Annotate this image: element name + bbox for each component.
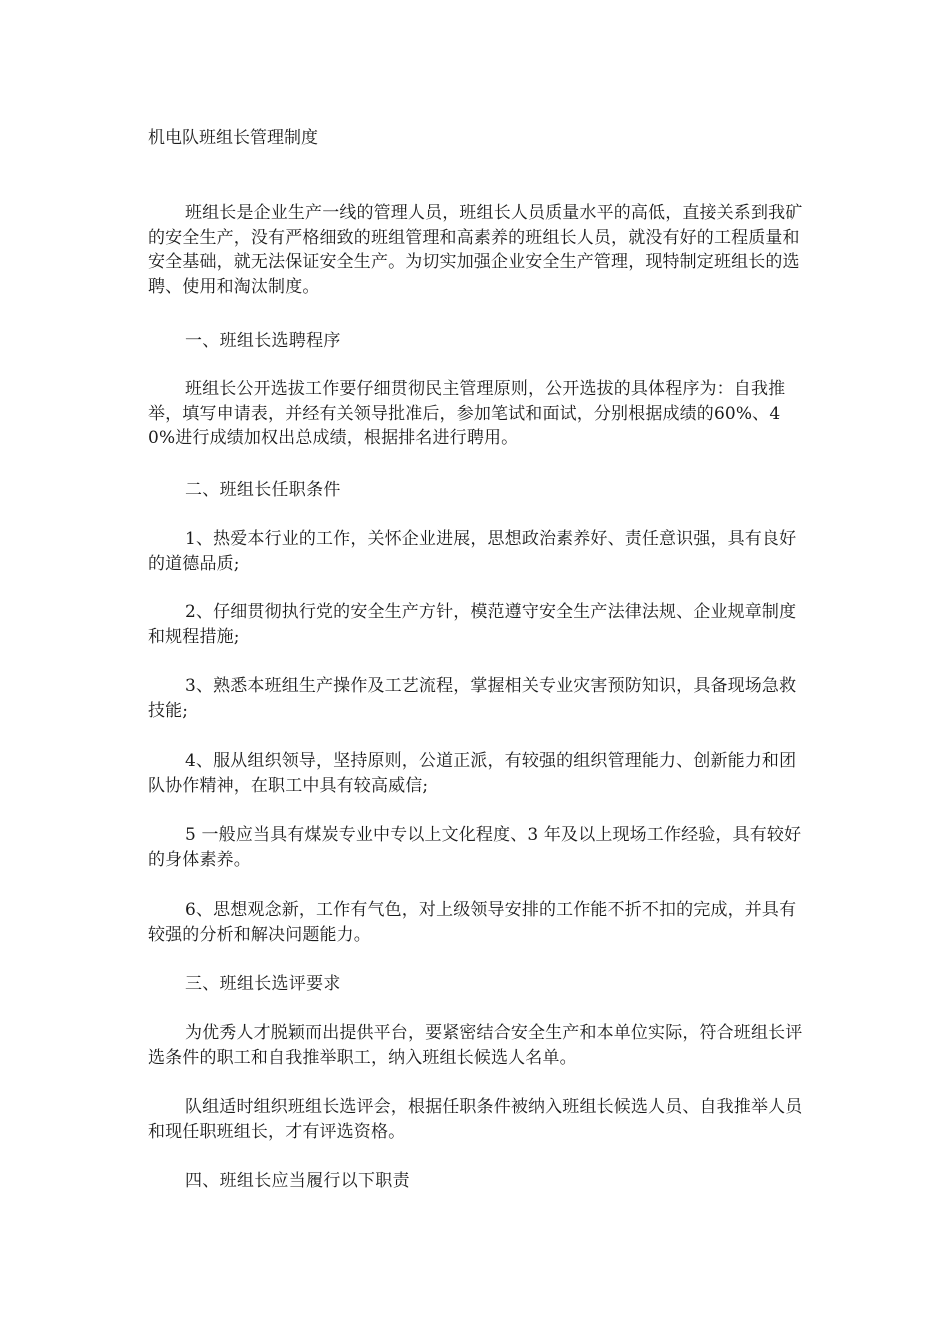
- section-heading-3: 三、班组长选评要求: [185, 974, 341, 994]
- condition-item-1: 1、热爱本行业的工作，关怀企业进展，思想政治素养好、责任意识强，具有良好的道德品质;: [148, 529, 797, 574]
- document-title: 机电队班组长管理制度: [148, 128, 318, 148]
- section-3-paragraph-1: 为优秀人才脱颖而出提供平台，要紧密结合安全生产和本单位实际，符合班组长评选条件的职工和自我推举职工，纳入班组长候选人名单。: [148, 1023, 803, 1068]
- condition-item-3: 3、熟悉本班组生产操作及工艺流程，掌握相关专业灾害预防知识，具备现场急救技能;: [148, 676, 797, 721]
- condition-item-6: 6、思想观念新，工作有气色，对上级领导安排的工作能不折不扣的完成，并具有较强的分析和解决问题能力。: [148, 900, 797, 945]
- condition-item-2: 2、仔细贯彻执行党的安全生产方针，模范遵守安全生产法律法规、企业规章制度和规程措施;: [148, 602, 797, 647]
- section-heading-1: 一、班组长选聘程序: [185, 331, 341, 351]
- section-3-paragraph-2: 队组适时组织班组长选评会，根据任职条件被纳入班组长候选人员、自我推举人员和现任职班组长，才有评选资格。: [148, 1097, 803, 1142]
- condition-item-5: 5 一般应当具有煤炭专业中专以上文化程度、3 年及以上现场工作经验，具有较好的身体素养。: [148, 825, 802, 870]
- section-heading-4: 四、班组长应当履行以下职责: [185, 1171, 410, 1191]
- section-1-paragraph: 班组长公开选拔工作要仔细贯彻民主管理原则，公开选拔的具体程序为：自我推举，填写申请表，并经有关领导批准后，参加笔试和面试，分别根据成绩的60%、40%进行成绩加权出总成绩，根据排名进行聘用。: [148, 379, 786, 448]
- condition-item-4: 4、服从组织领导，坚持原则，公道正派，有较强的组织管理能力、创新能力和团队协作精神，在职工中具有较高威信;: [148, 751, 797, 796]
- intro-paragraph: 班组长是企业生产一线的管理人员，班组长人员质量水平的高低，直接关系到我矿的安全生产，没有严格细致的班组管理和高素养的班组长人员，就没有好的工程质量和安全基础，就无法保证安全生产。为切实加强企业安全生产管理，现特制定班组长的选聘、使用和淘汰制度。: [148, 203, 803, 297]
- section-heading-2: 二、班组长任职条件: [185, 480, 341, 500]
